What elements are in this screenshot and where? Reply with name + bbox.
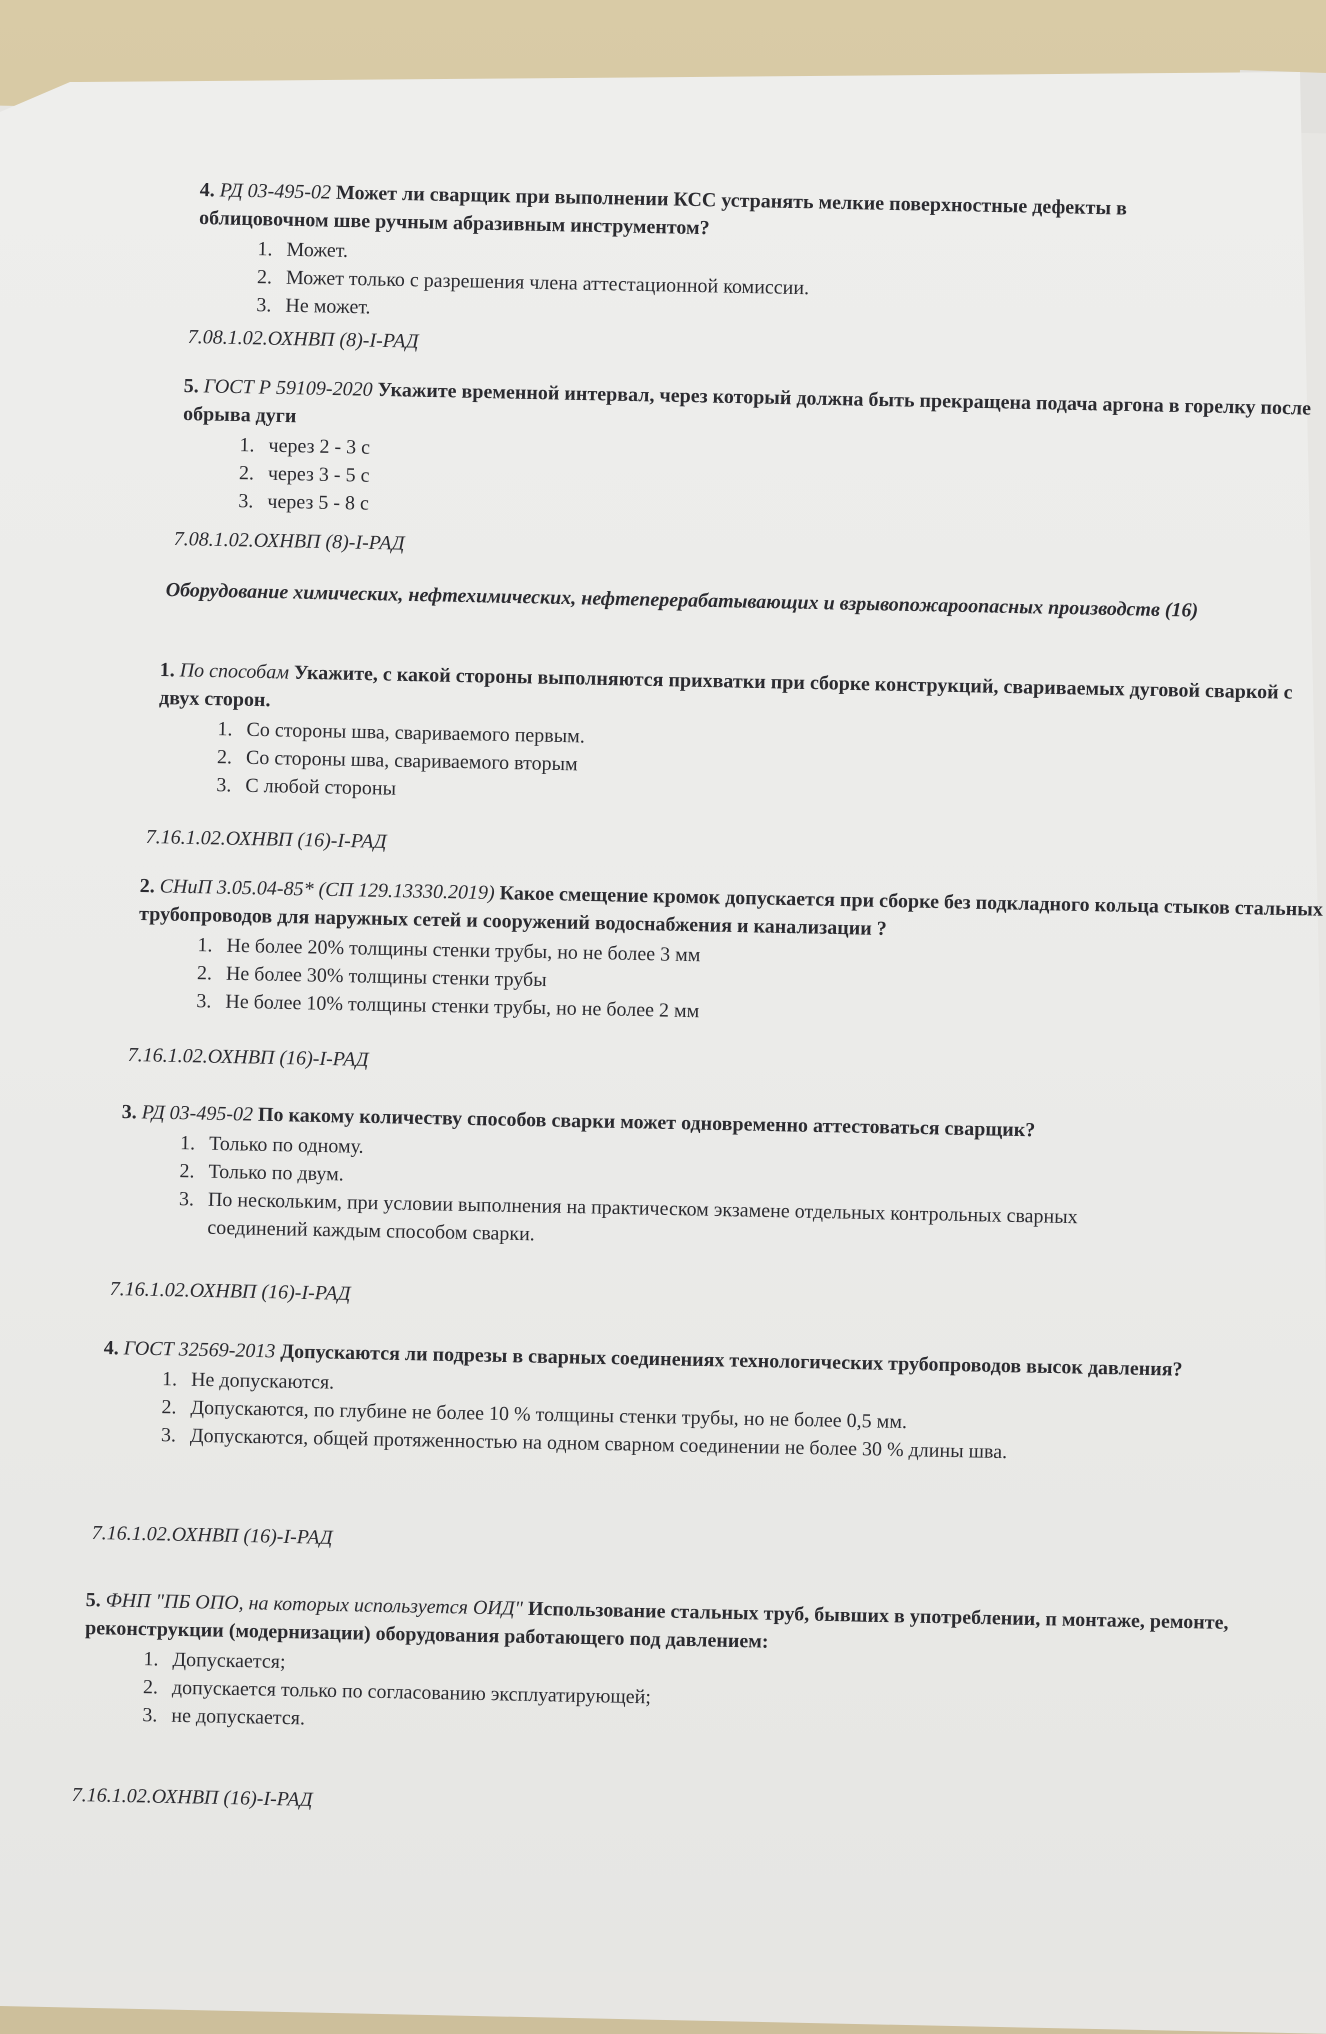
question-text: 4. РД 03-495-02 Может ли сварщик при выполнении КСС устранять мелкие поверхностные дефекты в облицовочном шве ручным абразивным инструментом?: [198, 178, 1128, 240]
section-heading: Оборудование химических, нефтехимических, нефтеперерабатывающих и взрывопожароопасных производств (16): [165, 578, 1199, 622]
question-code: 7.16.1.02.ОХНВП (16)-I-РАД: [91, 1521, 333, 1549]
question-5-gost: [181, 372, 1314, 537]
question-5-fnp: [83, 1586, 1326, 1753]
question-1: [157, 656, 1320, 821]
answer-option: 3. Допускаются, общей протяженностью на одном сварном соединении не более 30 % длины шва.: [160, 1424, 1008, 1464]
answer-option: 1. Только по одному.: [179, 1132, 364, 1158]
answer-option: 1. Со стороны шва, свариваемого первым.: [217, 718, 586, 748]
answer-option: 1. Не более 20% толщины стенки трубы, но не более 3 мм: [197, 934, 701, 967]
question-body: По какому количеству способов сварки может одновременно аттестоваться сварщик?: [257, 1103, 1036, 1142]
question-source: ГОСТ 32569-2013: [123, 1337, 276, 1363]
answer-option: 1. через 2 - 3 с: [239, 434, 371, 459]
question-2: [137, 872, 1326, 1038]
answer-option: 3. через 5 - 8 с: [238, 490, 370, 515]
answer-option: 2. Только по двум.: [179, 1160, 345, 1186]
answer-option: 3. Не более 10% толщины стенки трубы, но не более 2 мм: [196, 990, 700, 1023]
question-body: Использование стальных труб, бывших в употреблении, п монтаже, ремонте, реконструкции (модернизации) оборудования работающего под давлением:: [84, 1597, 1229, 1653]
answer-option: 3. не допускается.: [142, 1704, 306, 1730]
question-source: ГОСТ Р 59109-2020: [203, 375, 373, 401]
question-text: 4. ГОСТ 32569-2013 Допускаются ли подрезы в сварных соединениях технологических трубопроводов высок давления?: [103, 1336, 1183, 1381]
answer-option: 2. Со стороны шва, свариваемого вторым: [216, 746, 578, 776]
question-source: ФНП "ПБ ОПО, на которых используется ОИД": [105, 1589, 524, 1620]
question-source: СНиП 3.05.04-85* (СП 129.13330.2019): [159, 875, 495, 905]
question-code: 7.08.1.02.ОХНВП (8)-I-РАД: [187, 325, 419, 353]
question-source: РД 03-495-02: [219, 179, 332, 204]
answer-option: 1. Не допускаются.: [161, 1368, 335, 1394]
answer-option: 1. Допускается;: [143, 1648, 286, 1674]
question-code: 7.16.1.02.ОХНВП (16)-I-РАД: [109, 1277, 351, 1305]
answer-option: 3. С любой стороны: [216, 774, 397, 800]
question-body: Укажите, с какой стороны выполняются прихватки при сборке конструкций, свариваемых дуговой сваркой с двух сторон.: [158, 661, 1293, 712]
question-3: [119, 1098, 1302, 1264]
question-text: 3. РД 03-495-02 По какому количеству способов сварки может одновременно аттестоваться сварщик?: [121, 1100, 1036, 1142]
question-body: Допускаются ли подрезы в сварных соединениях технологических трубопроводов высок давления?: [280, 1340, 1183, 1381]
question-body: Укажите временной интервал, через который должна быть прекращена подача аргона в горелку после обрыва дуги: [182, 378, 1312, 428]
question-code: 7.16.1.02.ОХНВП (16)-I-РАД: [145, 825, 387, 853]
question-code: 7.08.1.02.ОХНВП (8)-I-РАД: [173, 527, 405, 555]
answer-option: 2. Может только с разрешения члена аттестационной комиссии.: [256, 266, 810, 300]
answer-option: 2. Допускаются, по глубине не более 10 % толщины стенки трубы, но не более 0,5 мм.: [161, 1396, 908, 1434]
question-code: 7.16.1.02.ОХНВП (16)-I-РАД: [127, 1043, 369, 1071]
question-source: РД 03-495-02: [141, 1101, 254, 1126]
question-code: 7.16.1.02.ОХНВП (16)-I-РАД: [71, 1783, 313, 1811]
question-text: 2. СНиП 3.05.04-85* (СП 129.13330.2019) Какое смещение кромок допускается при сборке без подкладного кольца стыков стальных трубопроводов для наружных сетей и сооружений водоснабжения и канализации ?: [138, 874, 1324, 940]
answer-option: 2. допускается только по согласованию эксплуатирующей;: [142, 1676, 652, 1709]
answer-option: 2. через 3 - 5 с: [238, 462, 370, 487]
question-body: Какое смещение кромок допускается при сборке без подкладного кольца стыков стальных трубопроводов для наружных сетей и сооружений водоснабжения и канализации ?: [138, 882, 1324, 940]
answer-options: [159, 1129, 1161, 1261]
question-4-rd: [197, 176, 1240, 339]
answer-option: 3. Не может.: [256, 294, 371, 319]
answer-option: 2. Не более 30% толщины стенки трубы: [196, 962, 547, 992]
question-text: 5. ФНП "ПБ ОПО, на которых используется ОИД" Использование стальных труб, бывших в употреблении, п монтаже, ремонте, реконструкции (модернизации) оборудования работающего под давлением:: [84, 1588, 1229, 1653]
question-text: 5. ГОСТ Р 59109-2020 Укажите временной интервал, через который должна быть прекращена подача аргона в горелку после обрыва дуги: [182, 374, 1312, 428]
question-body: Может ли сварщик при выполнении КСС устранять мелкие поверхностные дефекты в облицовочном шве ручным абразивным инструментом?: [198, 181, 1128, 240]
answer-option: 3. По нескольким, при условии выполнения на практическом экзамене отдельных контрольных сварных соединений каждым способом сварки.: [178, 1188, 1078, 1246]
question-text: 1. По способам Укажите, с какой стороны выполняются прихватки при сборке конструкций, свариваемых дуговой сваркой с двух сторон.: [158, 658, 1293, 712]
question-source: По способам: [179, 659, 290, 684]
answer-option: 1. Может.: [257, 238, 349, 262]
